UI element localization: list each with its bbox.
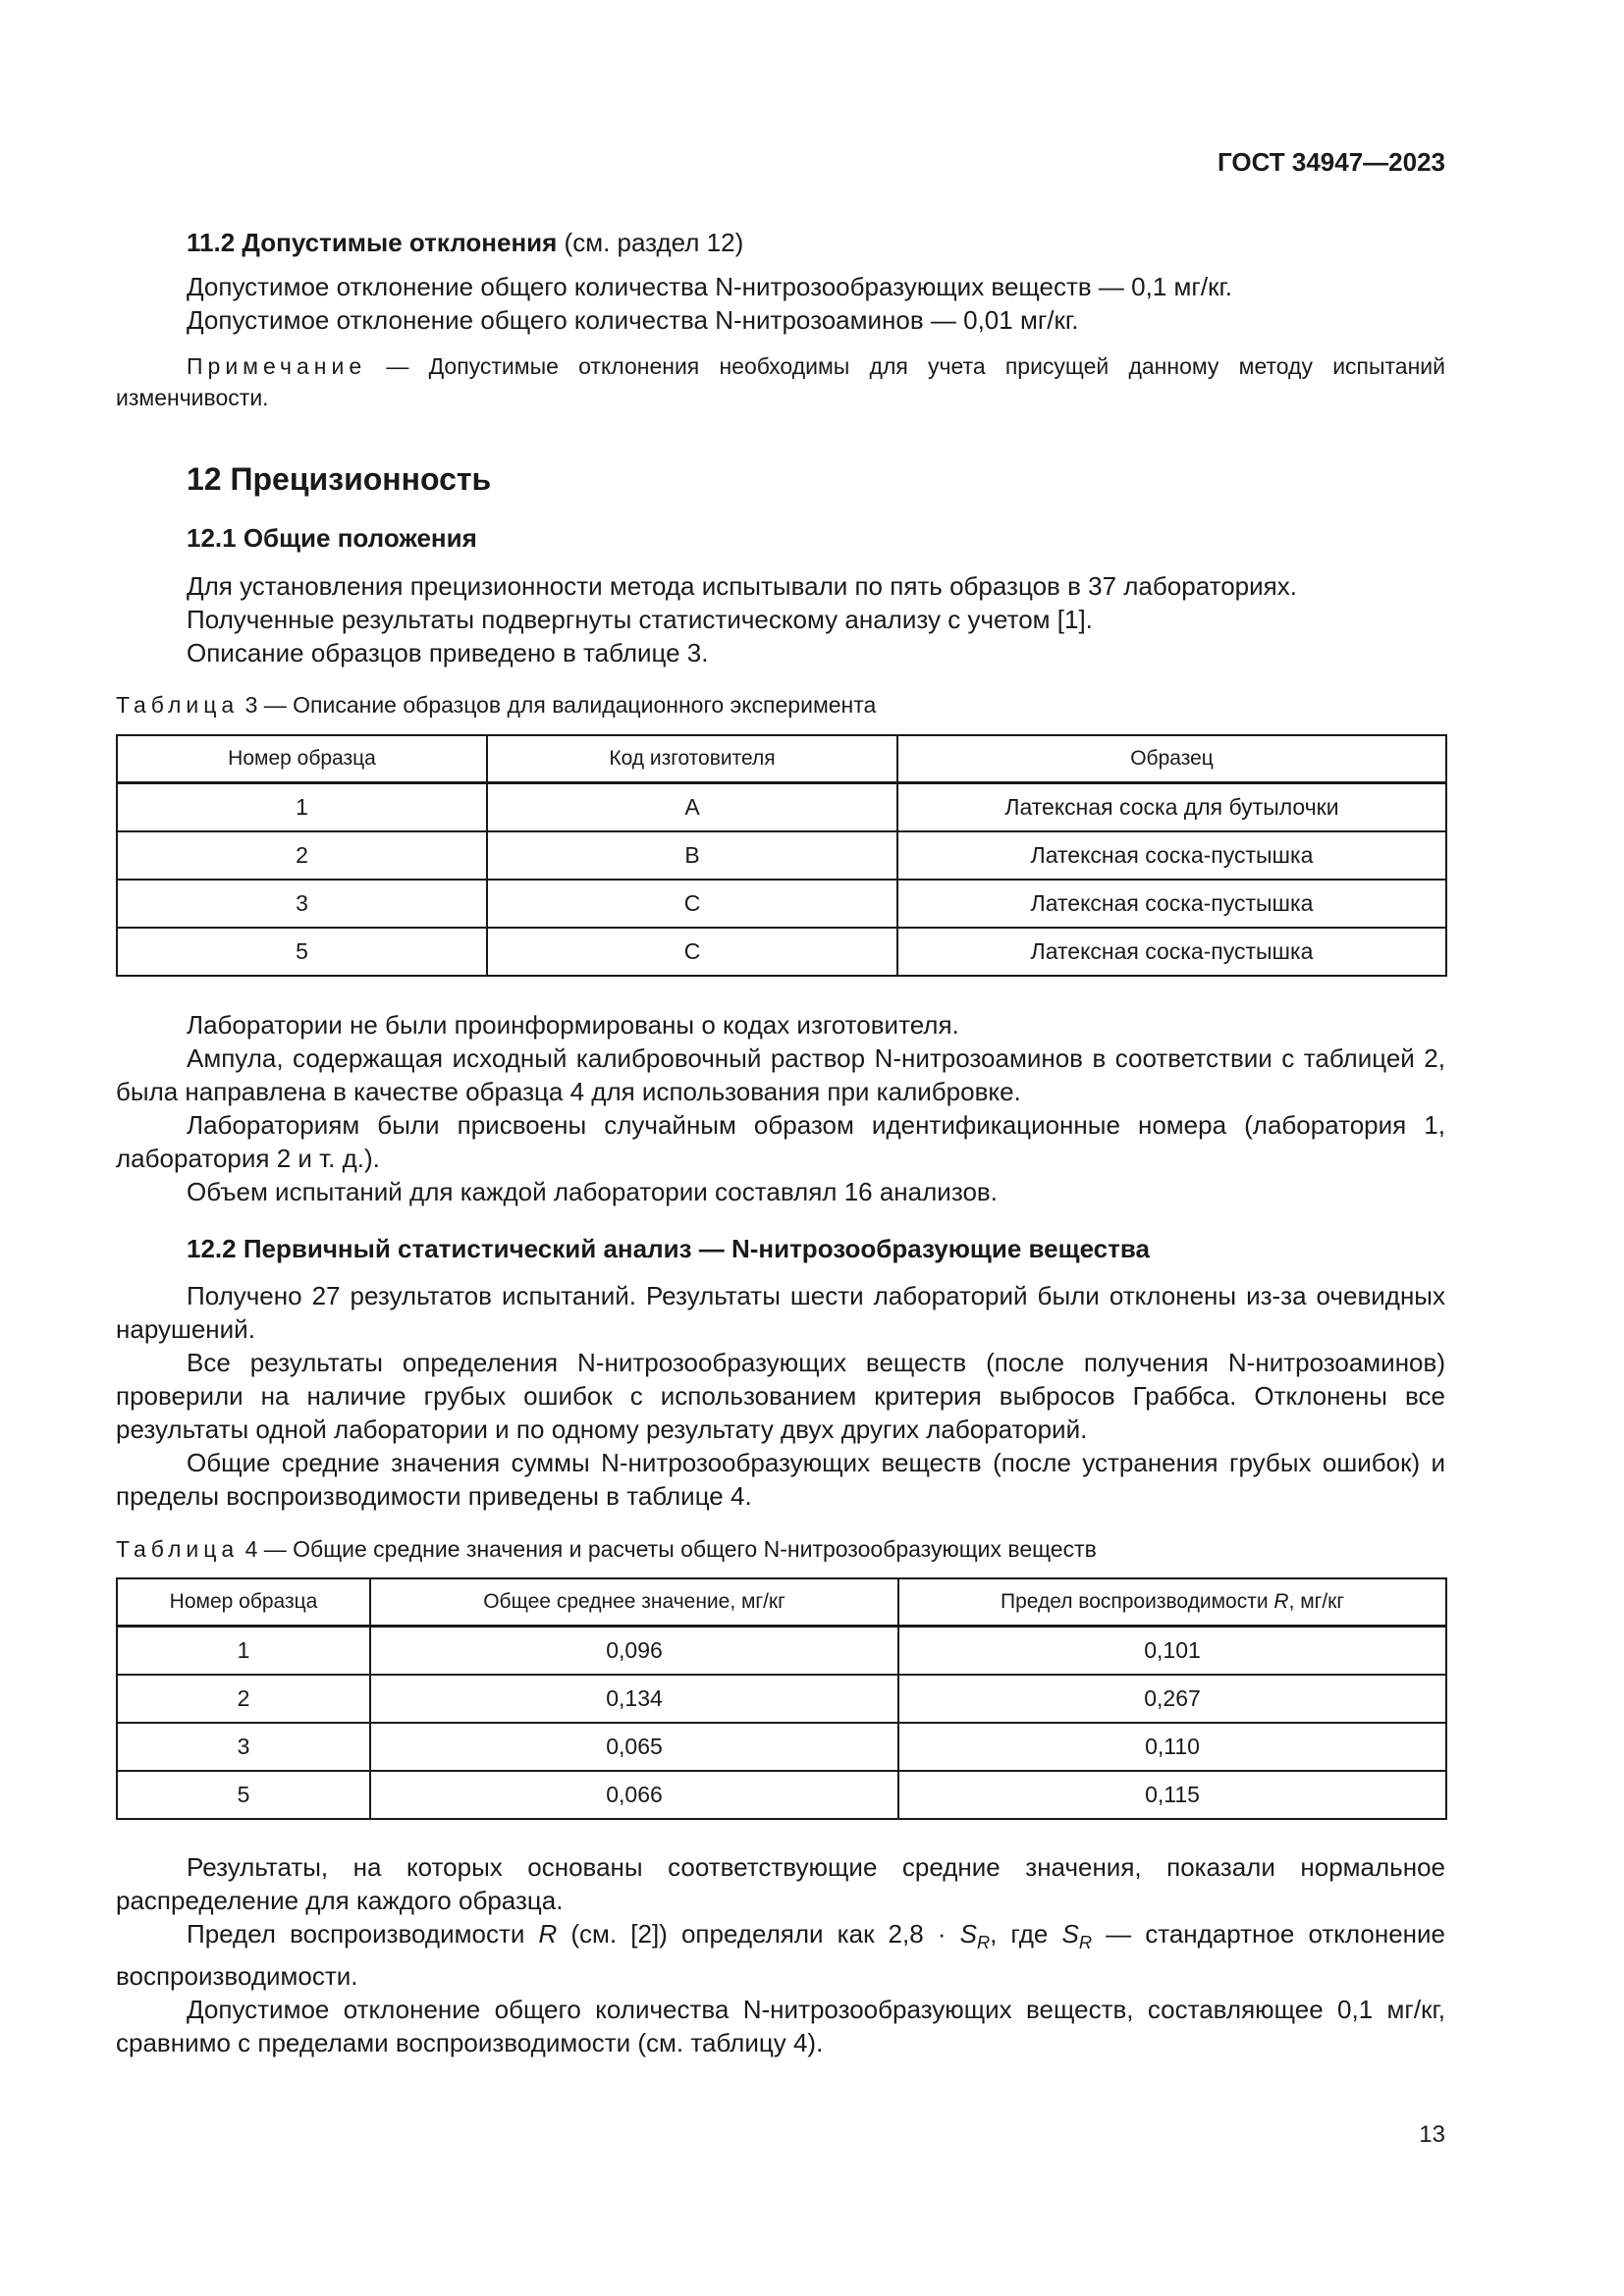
paragraph: Допустимое отклонение общего количества N-нитрозообразующих веществ, составляющее 0,1 мг/кг, сравнимо с пределами воспроизводимости (см. таблицу 4). — [116, 1995, 1445, 2058]
paragraph: Результаты, на которых основаны соответствующие средние значения, показали нормальное распределение для каждого образца. — [116, 1852, 1445, 1915]
subscript-R: R — [976, 1933, 991, 1953]
table-header-row — [117, 735, 1446, 783]
paragraph: Объем испытаний для каждой лаборатории составлял 16 анализов. — [187, 1177, 998, 1206]
table-cell: 0,101 — [898, 1627, 1446, 1676]
header-symbol: R — [1273, 1590, 1289, 1613]
section-12-1-title: 12.1 Общие положения — [187, 523, 477, 553]
note-paragraph — [116, 350, 1445, 413]
paragraph: Допустимое отклонение общего количества N-нитрозообразующих веществ — 0,1 мг/кг. — [187, 272, 1232, 301]
symbol-S: S — [1061, 1919, 1079, 1949]
paragraph-reproducibility — [116, 1917, 1445, 1993]
section-12-title: 12 Прецизионность — [187, 461, 492, 497]
table-cell: Латексная соска-пустышка — [897, 928, 1446, 976]
note-text: — Допустимые отклонения необходимы для учета присущей данному методу испытаний изменчивости. — [116, 353, 1445, 410]
caption-text: 4 — Общие средние значения и расчеты общего N-нитрозообразующих веществ — [239, 1536, 1097, 1562]
paragraph: Для установления прецизионности метода испытывали по пять образцов в 37 лабораториях. — [187, 571, 1297, 601]
table-cell: 0,110 — [898, 1723, 1446, 1771]
paragraph: Общие средние значения суммы N-нитрозообразующих веществ (после устранения грубых ошибок) и пределы воспроизводимости приведены в таблице 4. — [116, 1448, 1445, 1511]
table-caption — [116, 692, 1445, 719]
table-cell: 0,096 — [370, 1627, 898, 1676]
table-row — [117, 1771, 1446, 1819]
symbol-S: S — [959, 1919, 977, 1949]
paragraph: Лаборатории не были проинформированы о кодах изготовителя. — [187, 1010, 959, 1040]
table-4 — [116, 1577, 1445, 1820]
section-11-2-body — [116, 270, 1445, 337]
table-cell: 2 — [117, 831, 487, 880]
text-run: — стандартное отклонение воспроизводимости. — [116, 1919, 1445, 1992]
text-run: , где — [990, 1919, 1062, 1949]
section-11-2-heading — [116, 226, 1445, 259]
section-12-1-body — [116, 569, 1445, 669]
paragraph: Все результаты определения N-нитрозообразующих веществ (после получения N-нитрозоаминов) проверили на наличие грубых ошибок с использованием критерия выбросов Граббса. Отклонены все результаты одной лаборатории и по одному результату двух других лабораторий. — [116, 1348, 1445, 1444]
table-cell: 5 — [117, 928, 487, 976]
table-cell: C — [487, 880, 897, 928]
table-header-cell: Образец — [897, 735, 1446, 783]
samples-table — [116, 734, 1447, 977]
table-cell: B — [487, 831, 897, 880]
table-header-row — [117, 1578, 1446, 1627]
table-cell: 0,134 — [370, 1675, 898, 1723]
table-header-cell — [898, 1578, 1446, 1627]
section-12-2-body — [116, 1279, 1445, 1513]
table-caption — [116, 1536, 1445, 1563]
table-3-caption — [116, 692, 1445, 719]
table-row — [117, 1675, 1446, 1723]
paragraph: Получено 27 результатов испытаний. Результаты шести лабораторий были отклонены из-за очевидных нарушений. — [116, 1281, 1445, 1344]
section-12-2 — [116, 1234, 1445, 1264]
table-3 — [116, 734, 1445, 977]
symbol-R: R — [538, 1919, 558, 1949]
table-header-cell: Код изготовителя — [487, 735, 897, 783]
table-row — [117, 928, 1446, 976]
text-run: Предел воспроизводимости — [187, 1919, 539, 1949]
caption-label: Таблица — [116, 692, 240, 718]
section-11-2-title: 11.2 Допустимые отклонения — [187, 228, 558, 257]
table-cell: 2 — [117, 1675, 370, 1723]
table-cell: 5 — [117, 1771, 370, 1819]
paragraph: Полученные результаты подвергнуты статистическому анализу с учетом [1]. — [187, 605, 1093, 634]
table-header-cell: Номер образца — [117, 1578, 370, 1627]
table-cell: Латексная соска-пустышка — [897, 831, 1446, 880]
table-cell: Латексная соска-пустышка — [897, 880, 1446, 928]
text-run: (см. [2]) определяли как 2,8 · — [557, 1919, 960, 1949]
table-4-caption — [116, 1536, 1445, 1563]
table-cell: Латексная соска для бутылочки — [897, 783, 1446, 832]
table-cell: 0,115 — [898, 1771, 1446, 1819]
header-unit: , мг/кг — [1288, 1590, 1345, 1613]
caption-label: Таблица — [116, 1536, 240, 1562]
section-11-2-title-suffix: (см. раздел 12) — [557, 228, 744, 257]
table-row — [117, 783, 1446, 832]
after-table-3 — [116, 1008, 1445, 1208]
section-11-2 — [116, 226, 1445, 259]
section-12-2-title: 12.2 Первичный статистический анализ — N-нитрозообразующие вещества — [187, 1234, 1150, 1263]
table-header-cell: Номер образца — [117, 735, 487, 783]
table-cell: 3 — [117, 1723, 370, 1771]
table-header-cell: Общее среднее значение, мг/кг — [370, 1578, 898, 1627]
table-cell: 0,065 — [370, 1723, 898, 1771]
table-row — [117, 1627, 1446, 1676]
note — [116, 350, 1445, 413]
note-label: Примечание — [187, 353, 367, 379]
table-cell: C — [487, 928, 897, 976]
table-cell: A — [487, 783, 897, 832]
header-text: Предел воспроизводимости — [1000, 1590, 1274, 1613]
table-cell: 0,066 — [370, 1771, 898, 1819]
section-12 — [116, 461, 1445, 498]
table-row — [117, 831, 1446, 880]
paragraph: Ампула, содержащая исходный калибровочный раствор N-нитрозоаминов в соответствии с таблицей 2, была направлена в качестве образца 4 для использования при калибровке. — [116, 1043, 1445, 1106]
paragraph: Лабораториям были присвоены случайным образом идентификационные номера (лаборатория 1, лаборатория 2 и т. д.). — [116, 1110, 1445, 1173]
results-table — [116, 1577, 1447, 1820]
section-12-1 — [116, 523, 1445, 554]
paragraph: Описание образцов приведено в таблице 3. — [187, 638, 709, 667]
after-table-4 — [116, 1850, 1445, 2059]
table-cell: 0,267 — [898, 1675, 1446, 1723]
table-row — [117, 1723, 1446, 1771]
table-cell: 3 — [117, 880, 487, 928]
paragraph: Допустимое отклонение общего количества N-нитрозоаминов — 0,01 мг/кг. — [187, 305, 1079, 335]
caption-text: 3 — Описание образцов для валидационного эксперимента — [239, 692, 877, 718]
table-cell: 1 — [117, 1627, 370, 1676]
table-row — [117, 880, 1446, 928]
subscript-R: R — [1078, 1933, 1092, 1953]
document-id: ГОСТ 34947—2023 — [1218, 147, 1445, 177]
table-cell: 1 — [117, 783, 487, 832]
page-number: 13 — [1419, 2121, 1445, 2148]
